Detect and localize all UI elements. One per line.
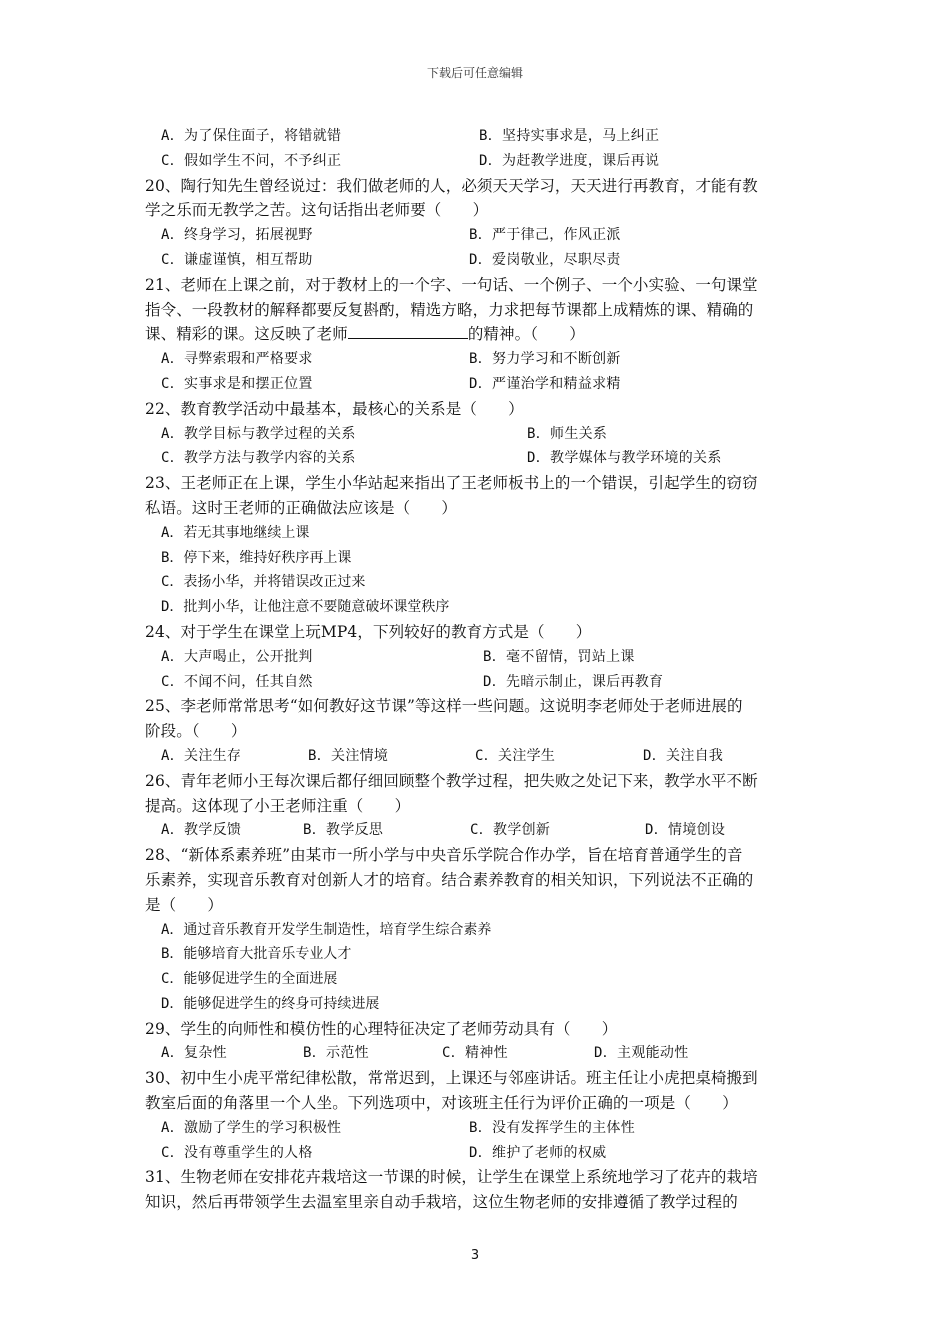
option-b: B．毫不留情，罚站上课 — [483, 648, 635, 665]
options-row — [145, 1041, 813, 1066]
option-c: C．精神性 — [442, 1045, 508, 1062]
option-b: B．能够培育大批音乐专业人才 — [161, 946, 352, 963]
options-row — [145, 818, 813, 843]
answer-blank — [348, 322, 468, 339]
option-b: B．教学反思 — [303, 822, 384, 839]
option-b: B．努力学习和不断创新 — [469, 351, 621, 368]
option-c: C．实事求是和摆正位置 — [161, 375, 313, 392]
question-31-cont: 知识，然后再带领学生去温室里亲自动手栽培，这位生物老师的安排遵循了教学过程的 — [145, 1193, 738, 1212]
question-30-cont: 教室后面的角落里一个人坐。下列选项中，对该班主任行为评价正确的一项是（ ） — [145, 1094, 738, 1113]
option-a: A．大声喝止，公开批判 — [161, 648, 313, 665]
options-row — [145, 372, 813, 397]
option-row — [145, 521, 813, 546]
options-row — [145, 1116, 813, 1141]
options-row — [145, 1141, 813, 1166]
question-29: 29、学生的向师性和模仿性的心理特征决定了老师劳动具有（ ） — [145, 1019, 618, 1038]
question-24: 24、对于学生在课堂上玩MP4，下列较好的教育方式是（ ） — [145, 622, 592, 641]
options-row — [145, 744, 813, 769]
page-number: 3 — [470, 1248, 480, 1263]
option-a: A．寻弊索瑕和严格要求 — [161, 351, 313, 368]
option-b: B．停下来，维持好秩序再上课 — [161, 549, 352, 566]
options-row — [145, 248, 813, 273]
options-row — [145, 670, 813, 695]
options-row — [145, 446, 813, 471]
option-c: C．表扬小华，并将错误改正过来 — [161, 574, 366, 591]
option-c: C．不闻不问，任其自然 — [161, 673, 313, 690]
options-row — [145, 124, 813, 149]
question-23: 23、王老师正在上课，学生小华站起来指出了王老师板书上的一个错误，引起学生的窃窃 — [145, 474, 758, 493]
page-content — [145, 124, 813, 1215]
page-header: 下载后可任意编辑 — [426, 66, 523, 80]
options-row — [145, 149, 813, 174]
option-d: D．为赶教学进度，课后再说 — [479, 152, 660, 169]
question-22: 22、教育教学活动中最基本，最核心的关系是（ ） — [145, 399, 524, 418]
question-26: 26、青年老师小王每次课后都仔细回顾整个教学过程，把失败之处记下来，教学水平不断 — [145, 771, 758, 790]
options-row — [145, 347, 813, 372]
question-20-cont: 学之乐而无教学之苦。这句话指出老师要（ ） — [145, 201, 489, 220]
option-b: B．没有发挥学生的主体性 — [469, 1119, 636, 1136]
option-d: D．关注自我 — [643, 747, 724, 764]
option-d: D．能够促进学生的终身可持续进展 — [161, 995, 380, 1012]
option-c: C．关注学生 — [475, 747, 556, 764]
question-30: 30、初中生小虎平常纪律松散，常常迟到，上课还与邻座讲话。班主任让小虎把桌椅搬到 — [145, 1069, 758, 1088]
option-a: A．教学目标与教学过程的关系 — [161, 425, 356, 442]
option-row — [145, 918, 813, 943]
option-d: D．爱岗敬业，尽职尽责 — [469, 251, 621, 268]
option-row — [145, 967, 813, 992]
question-25: 25、李老师常常思考“如何教好这节课”等这样一些问题。这说明李老师处于老师进展的 — [145, 697, 743, 716]
question-28-cont: 乐素养，实现音乐教育对创新人才的培育。结合素养教育的相关知识，下列说法不正确的 — [145, 870, 754, 889]
option-c: C．假如学生不问，不予纠正 — [161, 152, 342, 169]
question-28: 28、“新体系素养班”由某市一所小学与中央音乐学院合作办学，旨在培育普通学生的音 — [145, 846, 743, 865]
question-20: 20、陶行知先生曾经说过：我们做老师的人，必须天天学习，天天进行再教育，才能有教 — [145, 176, 758, 195]
option-c: C．教学创新 — [470, 822, 551, 839]
option-a: A．为了保住面子，将错就错 — [161, 128, 342, 144]
option-row — [145, 546, 813, 571]
option-b: B．严于律己，作风正派 — [469, 227, 621, 244]
option-row — [145, 942, 813, 967]
option-row — [145, 992, 813, 1017]
option-a: A．关注生存 — [161, 747, 242, 764]
option-b: B．示范性 — [303, 1045, 369, 1062]
option-b: B．坚持实事求是，马上纠正 — [479, 128, 660, 144]
options-row — [145, 645, 813, 670]
option-d: D．严谨治学和精益求精 — [469, 375, 621, 392]
option-d: D．维护了老师的权威 — [469, 1144, 607, 1161]
option-d: D．情境创设 — [645, 822, 726, 839]
option-d: D．教学媒体与教学环境的关系 — [527, 450, 722, 467]
option-a: A．若无其事地继续上课 — [161, 524, 310, 541]
question-21-cont: 指令、一段教材的解释都要反复斟酌，精选方略，力求把每节课都上成精炼的课、精确的 — [145, 300, 754, 319]
options-row — [145, 422, 813, 447]
option-row — [145, 595, 813, 620]
option-a: A．激励了学生的学习积极性 — [161, 1119, 342, 1136]
question-25-cont: 阶段。（ ） — [145, 722, 247, 741]
question-28-cont: 是（ ） — [145, 895, 224, 914]
option-d: D．批判小华，让他注意不要随意破坏课堂秩序 — [161, 599, 450, 616]
option-b: B．师生关系 — [527, 425, 608, 442]
question-21: 21、老师在上课之前，对于教材上的一个字、一句话、一个例子、一个小实验、一句课堂 — [145, 275, 758, 294]
option-a: A．教学反馈 — [161, 822, 242, 839]
option-row — [145, 570, 813, 595]
question-21-cont — [145, 322, 813, 347]
option-c: C．教学方法与教学内容的关系 — [161, 450, 356, 467]
question-21-text-end: 的精神。（ ） — [467, 325, 585, 344]
option-d: D．先暗示制止，课后再教育 — [483, 673, 664, 690]
option-b: B．关注情境 — [308, 747, 389, 764]
question-31: 31、生物老师在安排花卉栽培这一节课的时候，让学生在课堂上系统地学习了花卉的栽培 — [145, 1168, 758, 1187]
option-a: A．通过音乐教育开发学生制造性，培育学生综合素养 — [161, 921, 492, 938]
question-21-text: 课、精彩的课。这反映了老师 — [145, 325, 348, 344]
option-c: C．没有尊重学生的人格 — [161, 1144, 313, 1161]
options-row — [145, 223, 813, 248]
option-c: C．能够促进学生的全面进展 — [161, 971, 338, 988]
option-d: D．主观能动性 — [594, 1045, 689, 1062]
question-23-cont: 私语。这时王老师的正确做法应该是（ ） — [145, 498, 458, 517]
option-c: C．谦虚谨慎，相互帮助 — [161, 251, 313, 268]
option-a: A．终身学习，拓展视野 — [161, 227, 313, 244]
question-26-cont: 提高。这体现了小王老师注重（ ） — [145, 796, 411, 815]
option-a: A．复杂性 — [161, 1045, 227, 1062]
